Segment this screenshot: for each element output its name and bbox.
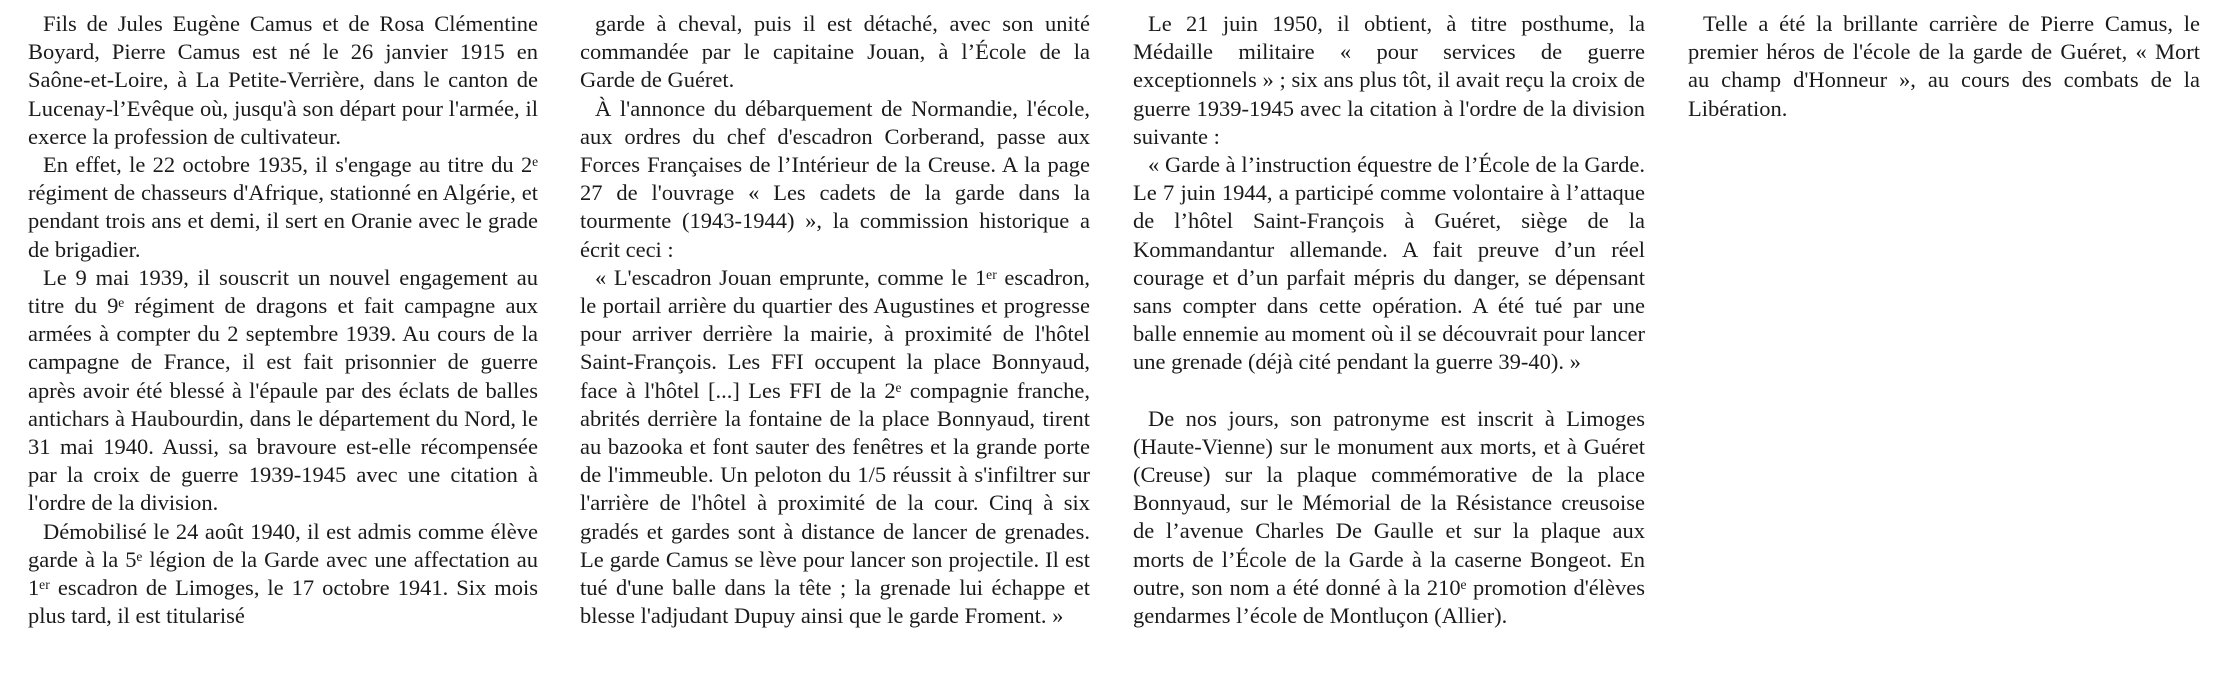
- paragraph-demobilisation: Démobilisé le 24 août 1940, il est admis comme élève garde à la 5ᵉ légion de la Garde avec une affectation au 1ᵉʳ escadron de Limoges, le 17 octobre 1941. Six mois plus tard, il est titularisé: [28, 518, 538, 629]
- paragraph-enlistment-1935: En effet, le 22 octobre 1935, il s'engage au titre du 2ᵉ régiment de chasseurs d'Afrique, stationné en Algérie, et pendant trois ans et demi, il sert en Oranie avec le grade de brigadier.: [28, 152, 538, 262]
- column-3: [1133, 10, 1645, 630]
- paragraph-birth: Fils de Jules Eugène Camus et de Rosa Clémentine Boyard, Pierre Camus est né le 26 janvier 1915 en Saône-et-Loire, à La Petite-Verrière, dans le canton de Lucenay-l’Evêque où, jusqu'à son départ pour l'armée, il exerce la profession de cultivateur.: [28, 11, 538, 149]
- paragraph-memorials: De nos jours, son patronyme est inscrit à Limoges (Haute-Vienne) sur le monument aux morts, et à Guéret (Creuse) sur la plaque commémorative de la place Bonnyaud, sur le Mémorial de la Résistance creusoise de l’avenue Charles De Gaulle et sur la plaque aux morts de l’École de la Garde à la caserne Bongeot. En outre, son nom a été donné à la 210ᵉ promotion d'élèves gendarmes l’école de Montluçon (Allier).: [1133, 405, 1645, 629]
- column-2: [580, 10, 1090, 630]
- column-1: [28, 10, 538, 630]
- paragraph-citation: « Garde à l’instruction équestre de l’École de la Garde. Le 7 juin 1944, a participé comme volontaire à l’attaque de l’hôtel Saint-François à Guéret, siège de la Kommandantur allemande. A fait preuve d’un réel courage et d’un parfait mépris du danger, se dépensant sans compter dans cette opération. A été tué par une balle ennemie au moment où il se découvrait pour lancer une grenade (déjà cité pendant la guerre 39-40). »: [1133, 152, 1645, 375]
- paragraph-medaille: Le 21 juin 1950, il obtient, à titre posthume, la Médaille militaire « pour services de guerre exceptionnels » ; six ans plus tôt, il avait reçu la croix de guerre 1939-1945 avec la citation à l'ordre de la division suivante :: [1133, 11, 1645, 149]
- paragraph-quote-escadron: « L'escadron Jouan emprunte, comme le 1ᵉʳ escadron, le portail arrière du quartier des Augustines et progresse pour arriver derrière la mairie, à proximité de l'hôtel Saint-François. Les FFI occupent la place Bonnyaud, face à l'hôtel [...] Les FFI de la 2ᵉ compagnie franche, abrités derrière la fontaine de la place Bonnyaud, tirent au bazooka et font sauter des fenêtres et la grande porte de l'immeuble. Un peloton du 1/5 réussit à s'infiltrer sur l'arrière de l'hôtel à proximité de la cour. Cinq à six gradés et gardes sont à distance de lancer de grenades. Le garde Camus se lève pour lancer son projectile. Il est tué d'une balle dans la tête ; la grenade lui échappe et blesse l'adjudant Dupuy ainsi que le garde Froment. »: [580, 264, 1090, 629]
- paragraph-enlistment-1939: Le 9 mai 1939, il souscrit un nouvel engagement au titre du 9ᵉ régiment de dragons et fait campagne aux armées à compter du 2 septembre 1939. Au cours de la campagne de France, il est fait prisonnier de guerre après avoir été blessé à l'épaule par des éclats de balles antichars à Haubourdin, dans le département du Nord, le 31 mai 1940. Aussi, sa bravoure est-elle récompensée par la croix de guerre 1939-1945 avec une citation à l'ordre de la division.: [28, 264, 538, 516]
- paragraph-conclusion: Telle a été la brillante carrière de Pierre Camus, le premier héros de l'école de la garde de Guéret, « Mort au champ d'Honneur », au cours des combats de la Libération.: [1688, 11, 2200, 121]
- column-4: [1688, 10, 2200, 123]
- paragraph-normandie: À l'annonce du débarquement de Normandie, l'école, aux ordres du chef d'escadron Corberand, passe aux Forces Françaises de l’Intérieur de la Creuse. A la page 27 de l'ouvrage « Les cadets de la garde dans la tourmente (1943-1944) », la commission historique a écrit ceci :: [580, 95, 1090, 262]
- paragraph-garde-a-cheval: garde à cheval, puis il est détaché, avec son unité commandée par le capitaine Jouan, à l’École de la Garde de Guéret.: [580, 11, 1090, 93]
